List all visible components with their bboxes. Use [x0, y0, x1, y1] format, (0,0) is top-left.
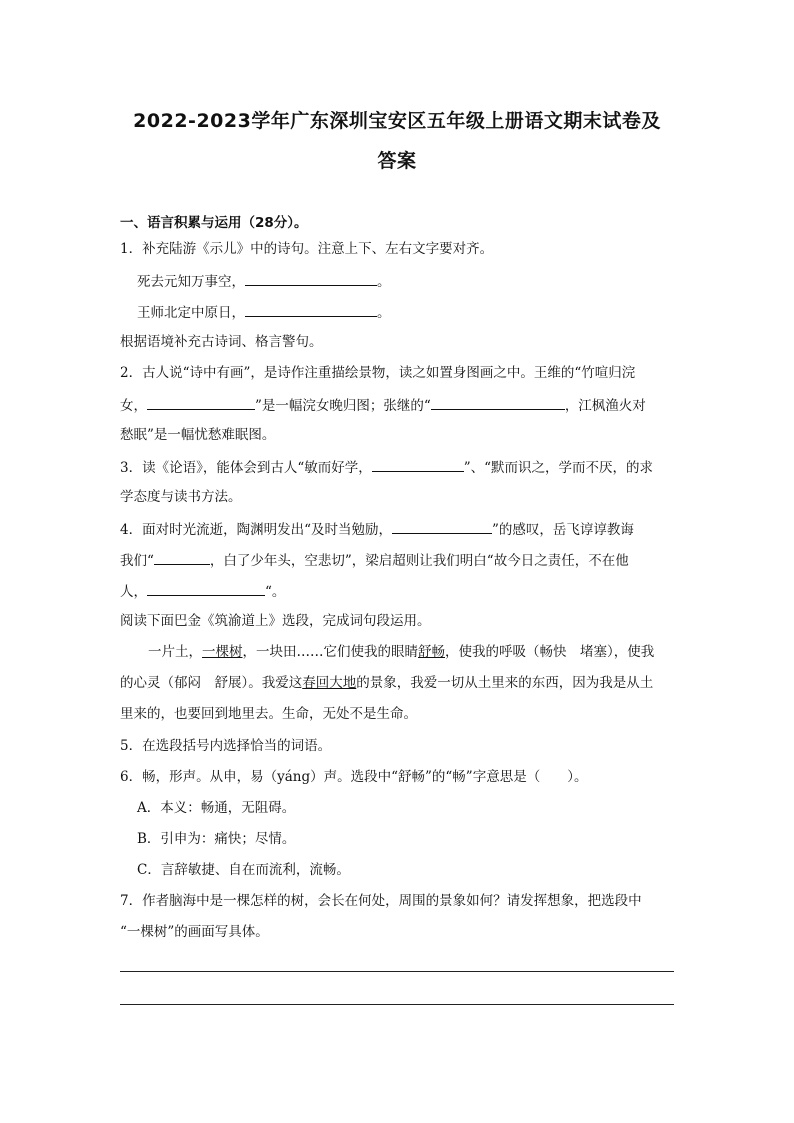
question-2-line3: 愁眠”是一幅忧愁难眠图。 — [120, 427, 276, 443]
question-4-line2 — [120, 550, 680, 570]
instruction-2: 阅读下面巴金《筑渝道上》选段，完成词句段运用。 — [120, 613, 431, 629]
question-7-line2: “一棵树”的画面写具体。 — [120, 924, 269, 940]
text: ，使我的呼吸（畅快 堵塞），使我 — [445, 644, 655, 660]
question-4-line3 — [120, 581, 680, 601]
text: ”是一幅浣女晚归图；张继的“ — [255, 398, 431, 414]
text: ”、“默而识之，学而不厌，的求 — [463, 460, 654, 476]
answer-writing-line[interactable] — [120, 971, 674, 972]
answer-blank[interactable] — [147, 581, 265, 596]
question-1-line-b — [137, 302, 697, 322]
answer-blank[interactable] — [372, 457, 464, 472]
question-2-line1: 2．古人说“诗中有画”，是诗作注重描绘景物，读之如置身图画之中。王维的“竹喧归浣 — [120, 365, 636, 381]
answer-blank[interactable] — [392, 519, 492, 534]
underlined-phrase: 一棵树 — [202, 644, 243, 660]
text: 4．面对时光流逝，陶渊明发出“及时当勉励， — [120, 522, 392, 538]
answer-blank[interactable] — [245, 302, 377, 317]
answer-blank[interactable] — [431, 395, 565, 410]
passage-line2 — [120, 674, 680, 692]
answer-blank[interactable] — [154, 550, 210, 565]
text: 的景象，我爱一切从土里来的东西，因为我是从土 — [356, 675, 654, 691]
question-5: 5．在选段括号内选择恰当的词语。 — [120, 738, 332, 754]
answer-writing-line[interactable] — [120, 1004, 674, 1005]
answer-blank[interactable] — [245, 271, 377, 286]
question-3-line2: 学态度与读书方法。 — [120, 489, 242, 505]
answer-blank[interactable] — [147, 395, 255, 410]
text: 的心灵（郁闷 舒展）。我爱这 — [120, 675, 303, 691]
text: ，一块田……它们使我的眼睛 — [242, 644, 418, 660]
question-1-line-a — [137, 271, 697, 291]
question-6-stem: 6．畅，形声。从申，易（yáng）声。选段中“舒畅”的“畅”字意思是（ ）。 — [120, 769, 588, 785]
poem-line-a: 死去元知万事空， — [137, 274, 245, 290]
poem-line-b: 王师北定中原日， — [137, 305, 245, 321]
option-b[interactable]: B．引申为：痛快；尽情。 — [137, 831, 296, 847]
text: 3．读《论语》，能体会到古人“敏而好学， — [120, 460, 372, 476]
page-title-line1: 2022-2023学年广东深圳宝安区五年级上册语文期末试卷及 — [133, 110, 661, 132]
underlined-phrase: 春回大地 — [302, 675, 357, 691]
punct: 。 — [377, 274, 391, 290]
passage-line3: 里来的，也要回到地里去。生命，无处不是生命。 — [120, 706, 417, 722]
section-heading: 一、语言积累与运用（28分）。 — [120, 215, 308, 231]
punct: 。 — [377, 305, 391, 321]
question-3-line1 — [120, 457, 680, 477]
option-a[interactable]: A．本义：畅通，无阻碍。 — [137, 800, 296, 816]
text: ，白了少年头，空悲切”，梁启超则让我们明白“故今日之责任，不在他 — [209, 553, 629, 569]
instruction-1: 根据语境补充古诗词、格言警句。 — [120, 334, 323, 350]
text: “。 — [265, 584, 286, 600]
question-7-line1: 7．作者脑海中是一棵怎样的树，会长在何处，周围的景象如何？请发挥想象，把选段中 — [120, 893, 642, 909]
text: 一片土， — [148, 644, 202, 660]
text: 女， — [120, 398, 147, 414]
text: ，江枫渔火对 — [564, 398, 646, 414]
text: ”的感叹，岳飞谆谆教诲 — [492, 522, 634, 538]
text: 我们“ — [120, 553, 154, 569]
question-4-line1 — [120, 519, 680, 539]
question-1-stem: 1．补充陆游《示儿》中的诗句。注意上下、左右文字要对齐。 — [120, 241, 494, 257]
passage-line1 — [148, 643, 708, 661]
page-title-line2: 答案 — [377, 150, 417, 172]
underlined-phrase: 舒畅 — [418, 644, 445, 660]
question-2-line2 — [120, 395, 680, 415]
option-c[interactable]: C．言辞敏捷、自在而流利，流畅。 — [137, 862, 350, 878]
text: 人， — [120, 584, 147, 600]
